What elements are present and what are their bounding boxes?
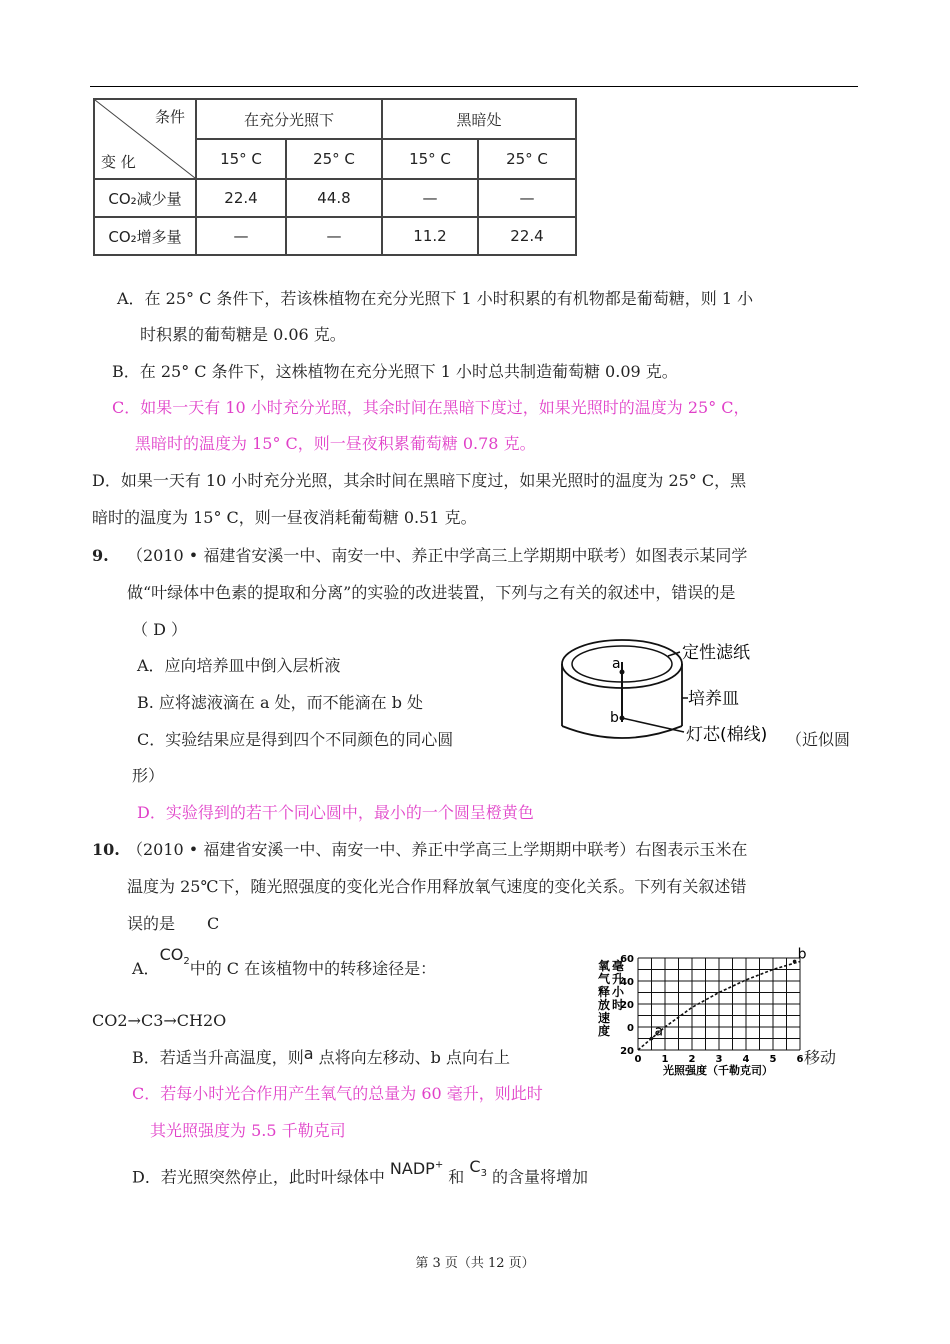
x-tick-label: 1 [661, 1054, 669, 1065]
q10-stem-line3: 误的是 C [127, 914, 220, 933]
q10-option-b [132, 1044, 510, 1069]
nadp-formula [390, 1159, 443, 1178]
table-cell: — [382, 179, 478, 217]
q8-option-a-line1: A．在 25° C 条件下，若该株植物在充分光照下 1 小时积累的有机物都是葡萄糖，则 1 小 [117, 289, 754, 308]
option-b-text: 点将向左移动、b 点向右上 [313, 1048, 510, 1067]
temp-header: 25° C [478, 139, 576, 179]
point-label: b [797, 946, 807, 963]
header-rule [90, 86, 858, 87]
q10-option-a [132, 945, 437, 987]
table-cell: — [478, 179, 576, 217]
option-a-prefix: A． [132, 959, 160, 978]
table-row [94, 179, 576, 217]
q10-option-c-line1: C．若每小时光合作用产生氧气的总量为 60 毫升，则此时 [132, 1084, 543, 1103]
table-cell: 22.4 [478, 217, 576, 255]
temp-header: 25° C [286, 139, 382, 179]
q10-number: 10. [92, 840, 120, 859]
group-header-light: 在充分光照下 [196, 99, 382, 139]
q9-number: 9. [92, 546, 109, 565]
option-d-text: 的含量将增加 [486, 1167, 589, 1187]
point-label: a [654, 1023, 664, 1040]
table-corner-cell [94, 99, 196, 179]
data-point [793, 960, 797, 964]
option-d-prefix: D．若光照突然停止，此时叶绿体中 [132, 1167, 390, 1187]
y-tick-label: 20 [620, 1000, 634, 1011]
option-d-and: 和 [443, 1167, 470, 1187]
q9-option-c-line1: C．实验结果应是得到四个不同颜色的同心圆 [137, 730, 454, 749]
x-tick-label: 4 [742, 1054, 750, 1065]
page-footer: 第 3 页（共 12 页） [415, 1256, 535, 1271]
x-tick-label: 6 [796, 1054, 804, 1065]
q10-option-c-line2: 其光照强度为 5.5 千勒克司 [150, 1121, 346, 1140]
y-tick-label: 20 [620, 1046, 634, 1057]
q10-stem-line1: （2010 • 福建省安溪一中、南安一中、养正中学高三上学期期中联考）右图表示玉米在 [127, 840, 748, 859]
nadp-text: NADP [389, 1159, 435, 1179]
temp-header: 15° C [196, 139, 286, 179]
q8-option-c-line2: 黑暗时的温度为 15° C，则一昼夜积累葡萄糖 0.78 克。 [135, 434, 536, 453]
data-point [650, 1037, 654, 1041]
point-b-label: b [610, 710, 619, 726]
y-tick-label: 40 [620, 977, 634, 988]
table-cell: 44.8 [286, 179, 382, 217]
co2-formula [159, 945, 190, 968]
y-tick-label: 0 [627, 1023, 634, 1034]
table-cell: 22.4 [196, 179, 286, 217]
c3-text: C [469, 1157, 481, 1177]
co2-subscript: 2 [183, 956, 190, 968]
q10-carbon-path: CO2→C3→CH2O [92, 1011, 227, 1030]
q9-stem-line1: （2010 • 福建省安溪一中、南安一中、养正中学高三上学期期中联考）如图表示某同学 [127, 546, 748, 565]
wick-label: 灯芯(棉线) [686, 725, 768, 745]
table-cell: — [196, 217, 286, 255]
table-cell: 11.2 [382, 217, 478, 255]
c3-subscript: 3 [480, 1168, 487, 1180]
q9-option-a: A．应向培养皿中倒入层析液 [137, 656, 341, 675]
option-a-text: 中的 C 在该植物中的转移途径是： [189, 959, 437, 978]
y-axis-label: 氧气释放速度毫升小时 [598, 959, 625, 1038]
q9-option-b: B. 应将滤液滴在 a 处，而不能滴在 b 处 [137, 693, 424, 712]
filter-paper-label: 定性滤纸 [682, 643, 750, 663]
c3-formula [469, 1157, 487, 1180]
y-tick-label: 60 [620, 954, 634, 965]
q9-option-c-tail: （近似圆 [786, 730, 851, 749]
row-label: CO₂减少量 [94, 179, 196, 217]
q10-option-b-tail: 移动 [804, 1048, 837, 1067]
q8-option-b: B．在 25° C 条件下，这株植物在充分光照下 1 小时总共制造葡萄糖 0.09 克。 [112, 362, 678, 381]
nadp-superscript: + [434, 1160, 444, 1171]
table-row [94, 217, 576, 255]
x-tick-label: 2 [688, 1054, 696, 1065]
table-cell: — [286, 217, 382, 255]
dish-label: 培养皿 [688, 689, 739, 709]
x-tick-label: 5 [769, 1054, 777, 1065]
chart-ticks [620, 954, 803, 1065]
point-a-symbol: a [303, 1044, 314, 1063]
group-header-dark: 黑暗处 [382, 99, 576, 139]
corner-top-label: 条件 [154, 108, 185, 126]
x-tick-label: 0 [634, 1054, 642, 1065]
petri-dish-figure [558, 632, 784, 746]
chart-marks [638, 946, 807, 1050]
q10-stem-line2: 温度为 25℃下，随光照强度的变化光合作用释放氧气速度的变化关系。下列有关叙述错 [127, 877, 747, 896]
co2-text: CO [159, 945, 184, 964]
q9-answer: （ D ） [132, 620, 188, 639]
corner-bottom-label: 变 化 [101, 153, 136, 171]
q8-option-d-line2: 暗时的温度为 15° C，则一昼夜消耗葡萄糖 0.51 克。 [92, 508, 477, 527]
x-tick-label: 3 [715, 1054, 723, 1065]
data-table [93, 98, 577, 256]
q9-stem-line2: 做“叶绿体中色素的提取和分离”的实验的改进装置，下列与之有关的叙述中，错误的是 [127, 583, 736, 602]
q10-option-d [132, 1157, 589, 1196]
q8-option-c-line1: C．如果一天有 10 小时充分光照，其余时间在黑暗下度过，如果光照时的温度为 25° C， [112, 398, 750, 417]
q9-option-c-line2: 形） [132, 766, 165, 785]
q8-option-d-line1: D．如果一天有 10 小时充分光照，其余时间在黑暗下度过，如果光照时的温度为 25° C，黑 [92, 471, 747, 490]
x-axis-label: 光照强度（千勒克司） [663, 1064, 773, 1077]
q8-option-a-line2: 时积累的葡萄糖是 0.06 克。 [140, 325, 346, 344]
point-a-label: a [612, 656, 621, 672]
oxygen-rate-chart [586, 946, 808, 1080]
row-label: CO₂增多量 [94, 217, 196, 255]
option-b-prefix: B．若适当升高温度，则 [132, 1048, 304, 1067]
temp-header: 15° C [382, 139, 478, 179]
q9-option-d: D．实验得到的若干个同心圆中，最小的一个圆呈橙黄色 [137, 803, 534, 822]
